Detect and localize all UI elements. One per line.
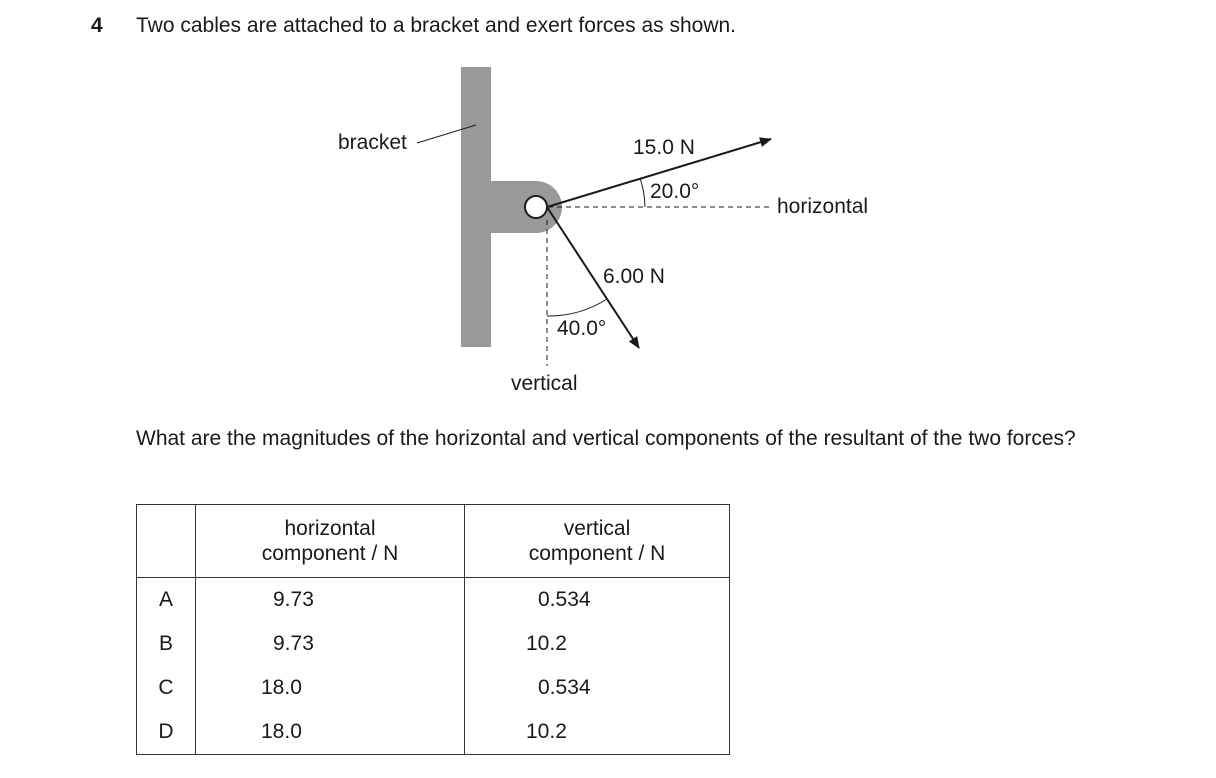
answer-key: B <box>137 622 196 666</box>
vertical-header-line1: vertical <box>563 517 631 540</box>
horizontal-value: 18.0 <box>196 710 465 755</box>
answer-row-a[interactable] <box>137 578 730 623</box>
vertical-header-line2: component / N <box>528 542 666 565</box>
answer-row-c[interactable] <box>137 666 730 710</box>
angle-40-label: 40.0° <box>557 317 607 340</box>
question-prompt: What are the magnitudes of the horizontal and vertical components of the resultant of the two forces? <box>136 427 1076 450</box>
answer-table <box>136 504 730 755</box>
question-stem: Two cables are attached to a bracket and exert forces as shown. <box>136 14 736 37</box>
vertical-value: 10.2 <box>465 622 730 666</box>
horizontal-header-line1: horizontal <box>284 517 376 540</box>
pivot-point <box>525 196 547 218</box>
angle-20-label: 20.0° <box>650 180 700 203</box>
answer-row-d[interactable] <box>137 710 730 755</box>
angle-20-arc <box>640 178 645 207</box>
vertical-value: 0.534 <box>465 578 730 623</box>
bracket-bar <box>461 67 491 347</box>
answer-key: D <box>137 710 196 755</box>
horizontal-component-header <box>196 505 465 578</box>
answer-row-b[interactable] <box>137 622 730 666</box>
force-15N-label: 15.0 N <box>633 136 695 159</box>
vertical-component-header <box>465 505 730 578</box>
horizontal-label: horizontal <box>777 195 869 218</box>
vertical-value: 0.534 <box>465 666 730 710</box>
bracket-label: bracket <box>338 131 407 154</box>
angle-40-arc <box>547 299 607 316</box>
horizontal-value: 9.73 <box>196 578 465 623</box>
answer-key: A <box>137 578 196 623</box>
horizontal-header-line2: component / N <box>261 542 399 565</box>
answer-key: C <box>137 666 196 710</box>
vertical-value: 10.2 <box>465 710 730 755</box>
answer-table-header <box>137 505 730 578</box>
question-number: 4 <box>91 14 103 37</box>
force-6N-label: 6.00 N <box>603 265 665 288</box>
horizontal-value: 9.73 <box>196 622 465 666</box>
vertical-label: vertical <box>511 372 578 395</box>
horizontal-value: 18.0 <box>196 666 465 710</box>
answer-key-header <box>137 505 196 578</box>
